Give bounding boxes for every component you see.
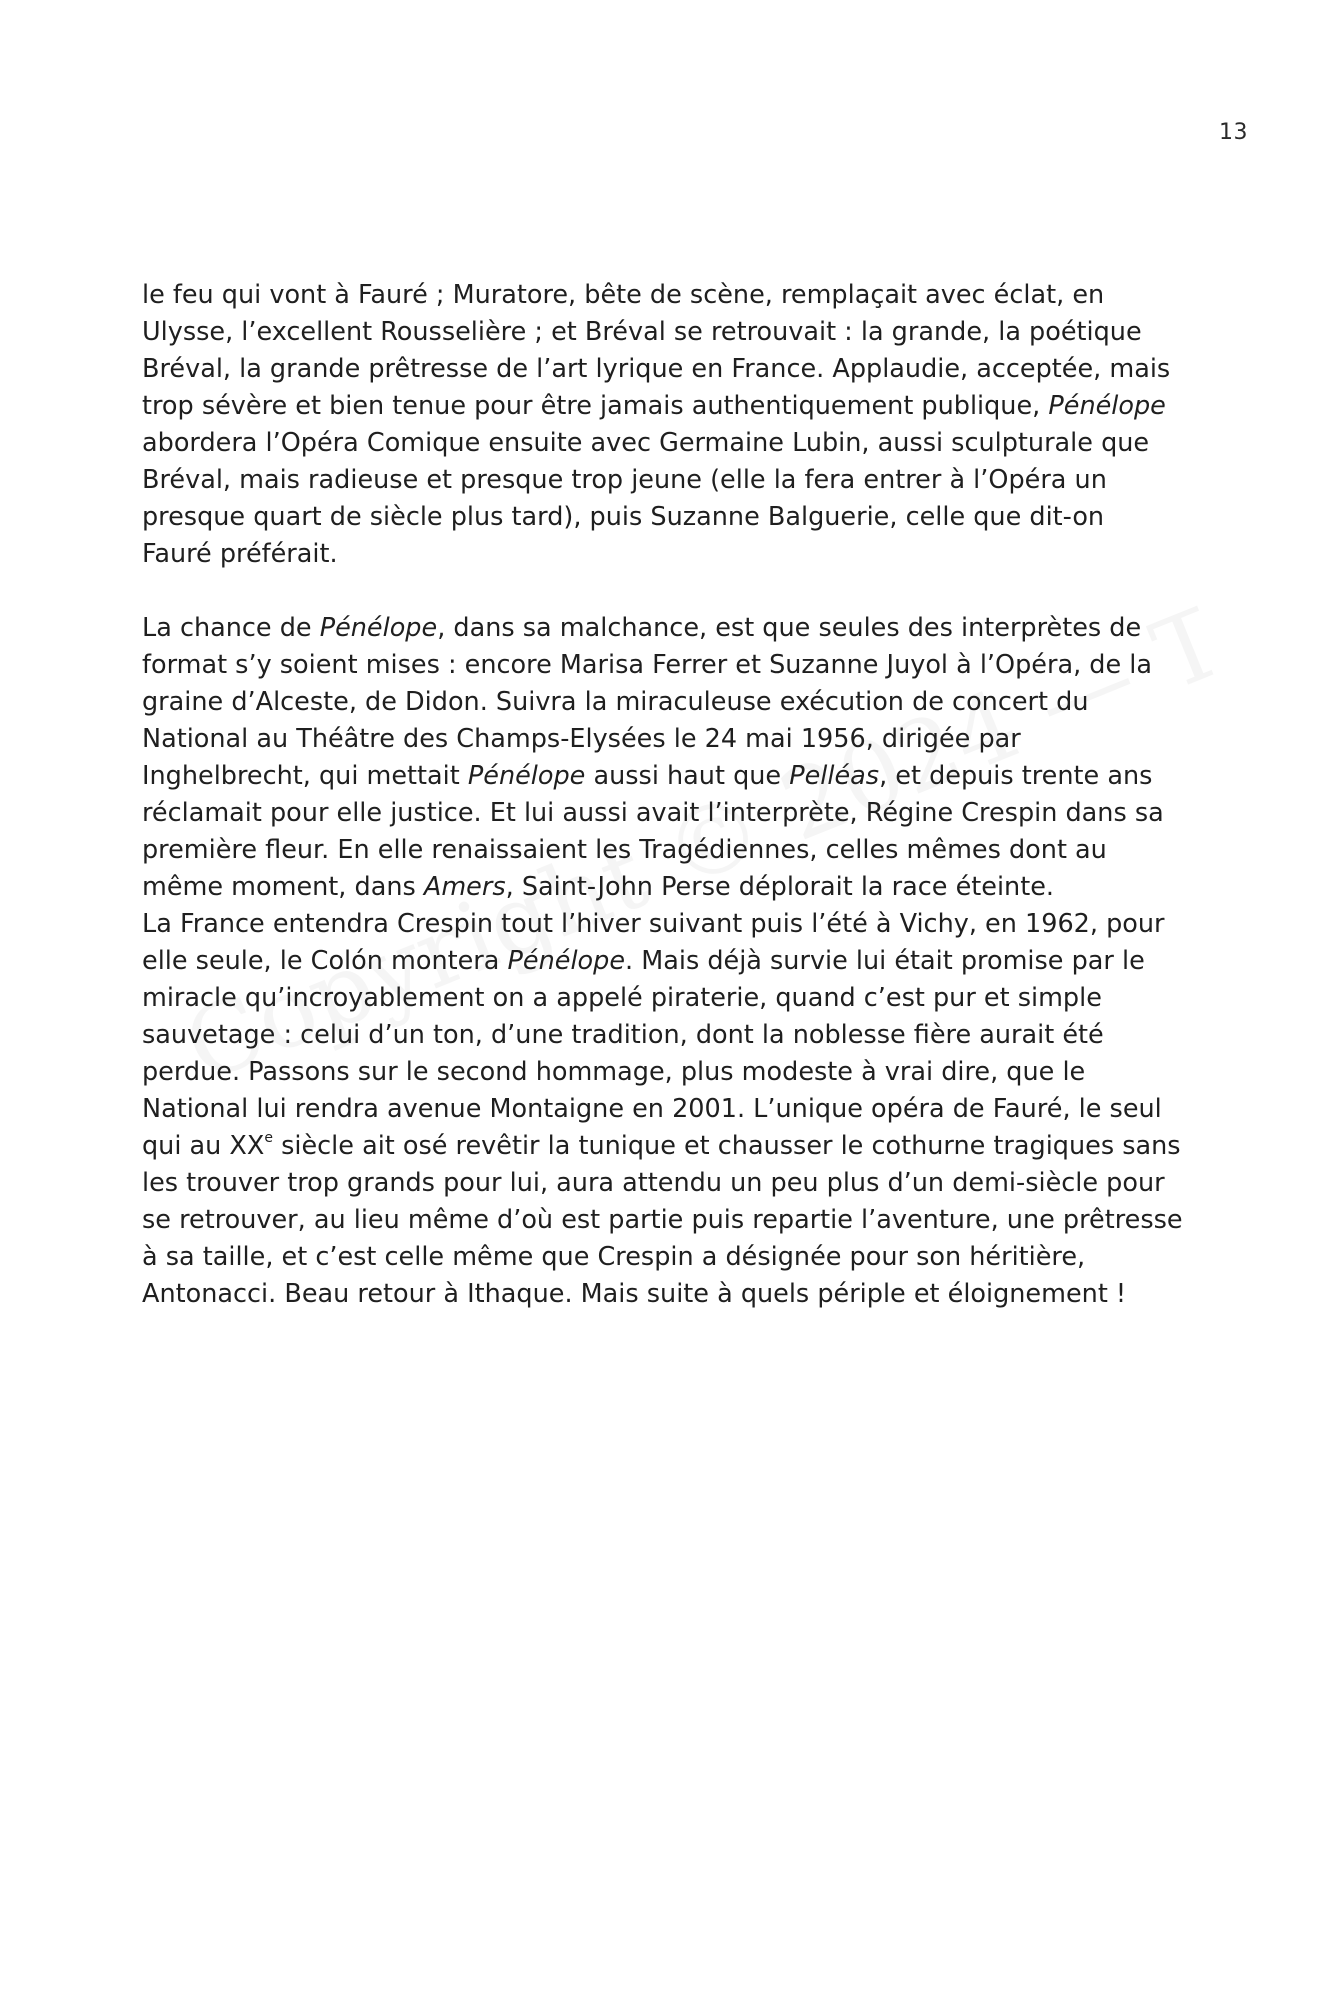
text-segment: , et depuis trente ans — [879, 761, 1153, 791]
text-segment: le feu qui vont à Fauré ; Muratore, bête de scène, remplaçait avec éclat, en — [142, 280, 1105, 310]
text-line — [142, 1128, 1202, 1165]
text-line — [142, 536, 1202, 573]
text-line — [142, 980, 1202, 1017]
text-line — [142, 610, 1202, 647]
text-segment: format s’y soient mises : encore Marisa Ferrer et Suzanne Juyol à l’Opéra, de la — [142, 650, 1153, 680]
text-line — [142, 277, 1202, 314]
text-segment: . Mais déjà survie lui était promise par le — [625, 946, 1145, 976]
text-segment: La chance de — [142, 613, 320, 643]
text-segment: Bréval, mais radieuse et presque trop jeune (elle la fera entrer à l’Opéra un — [142, 465, 1107, 495]
text-segment: La France entendra Crespin tout l’hiver suivant puis l’été à Vichy, en 1962, pour — [142, 909, 1165, 939]
text-segment: graine d’Alceste, de Didon. Suivra la miraculeuse exécution de concert du — [142, 687, 1089, 717]
text-line — [142, 388, 1202, 425]
paragraph — [142, 277, 1202, 573]
italic-title: Pelléas — [789, 761, 880, 791]
text-segment: presque quart de siècle plus tard), puis Suzanne Balguerie, celle que dit-on — [142, 502, 1105, 532]
text-segment: Antonacci. Beau retour à Ithaque. Mais suite à quels périple et éloignement ! — [142, 1279, 1127, 1309]
italic-title: Pénélope — [467, 761, 586, 791]
text-line — [142, 1276, 1202, 1313]
text-segment: Inghelbrecht, qui mettait — [142, 761, 468, 791]
text-segment: sauvetage : celui d’un ton, d’une tradition, dont la noblesse fière aurait été — [142, 1020, 1104, 1050]
text-line — [142, 1239, 1202, 1276]
text-line — [142, 314, 1202, 351]
italic-title: Pénélope — [1048, 391, 1166, 421]
text-line — [142, 684, 1202, 721]
italic-title: Pénélope — [507, 946, 626, 976]
text-segment: qui au XX — [142, 1131, 265, 1161]
text-line — [142, 869, 1202, 906]
text-line — [142, 1054, 1202, 1091]
text-line — [142, 795, 1202, 832]
text-line — [142, 1165, 1202, 1202]
italic-title: Pénélope — [319, 613, 438, 643]
text-segment: Bréval, la grande prêtresse de l’art lyrique en France. Applaudie, acceptée, mais — [142, 354, 1171, 384]
text-line — [142, 721, 1202, 758]
text-segment: aussi haut que — [585, 761, 790, 791]
text-segment: National au Théâtre des Champs-Elysées le 24 mai 1956, dirigée par — [142, 724, 1021, 754]
body-text — [142, 277, 1202, 1313]
text-segment: réclamait pour elle justice. Et lui aussi avait l’interprète, Régine Crespin dans sa — [142, 798, 1164, 828]
text-segment: se retrouver, au lieu même d’où est partie puis repartie l’aventure, une prêtresse — [142, 1205, 1183, 1235]
text-segment: les trouver trop grands pour lui, aura attendu un peu plus d’un demi-siècle pour — [142, 1168, 1165, 1198]
text-segment: première fleur. En elle renaissaient les Tragédiennes, celles mêmes dont au — [142, 835, 1107, 865]
text-segment: , dans sa malchance, est que seules des interprètes de — [437, 613, 1142, 643]
page-number: 13 — [1219, 120, 1248, 145]
text-line — [142, 1091, 1202, 1128]
text-line — [142, 647, 1202, 684]
text-line — [142, 351, 1202, 388]
text-line — [142, 1202, 1202, 1239]
text-segment: siècle ait osé revêtir la tunique et chausser le cothurne tragiques sans — [273, 1131, 1181, 1161]
text-segment: trop sévère et bien tenue pour être jamais authentiquement publique, — [142, 391, 1049, 421]
superscript: e — [264, 1129, 273, 1146]
text-segment: même moment, dans — [142, 872, 424, 902]
text-line — [142, 499, 1202, 536]
text-line — [142, 462, 1202, 499]
paragraph — [142, 610, 1202, 1313]
text-segment: abordera l’Opéra Comique ensuite avec Germaine Lubin, aussi sculpturale que — [142, 428, 1150, 458]
text-line — [142, 758, 1202, 795]
text-segment: à sa taille, et c’est celle même que Crespin a désignée pour son héritière, — [142, 1242, 1086, 1272]
text-segment: elle seule, le Colón montera — [142, 946, 508, 976]
italic-title: Amers — [423, 872, 506, 902]
text-segment: National lui rendra avenue Montaigne en 2001. L’unique opéra de Fauré, le seul — [142, 1094, 1162, 1124]
text-segment: , Saint-John Perse déplorait la race éteinte. — [505, 872, 1054, 902]
text-segment: perdue. Passons sur le second hommage, plus modeste à vrai dire, que le — [142, 1057, 1086, 1087]
text-line — [142, 425, 1202, 462]
text-line — [142, 943, 1202, 980]
text-segment: miracle qu’incroyablement on a appelé piraterie, quand c’est pur et simple — [142, 983, 1102, 1013]
text-segment: Ulysse, l’excellent Rousselière ; et Bréval se retrouvait : la grande, la poétique — [142, 317, 1142, 347]
text-line — [142, 1017, 1202, 1054]
text-line — [142, 832, 1202, 869]
text-segment: Fauré préférait. — [142, 539, 338, 569]
text-line — [142, 906, 1202, 943]
